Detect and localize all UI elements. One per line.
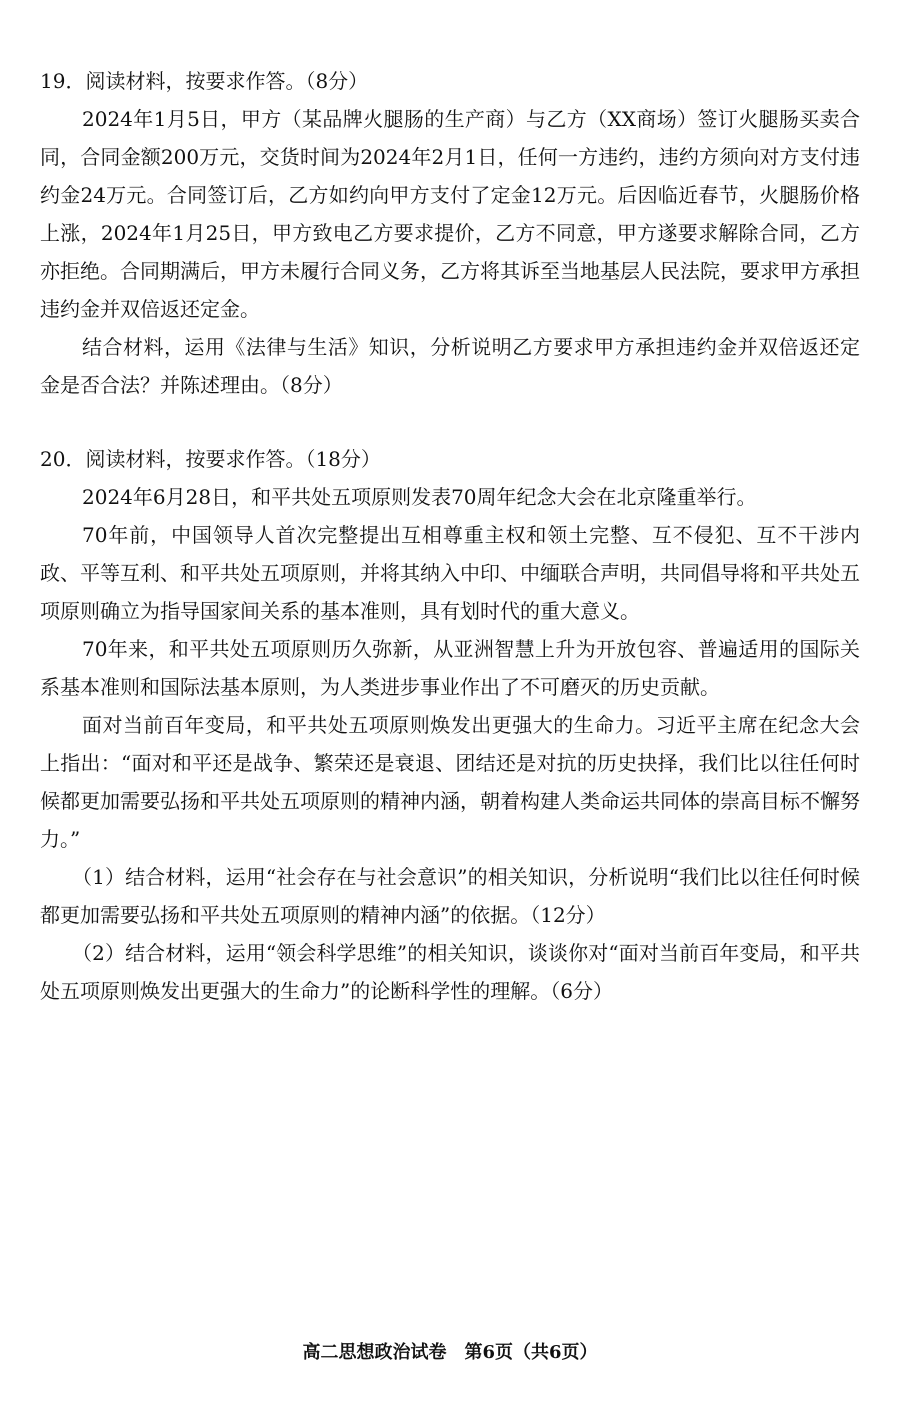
question-20-sub-1: （1）结合材料，运用“社会存在与社会意识”的相关知识，分析说明“我们比以往任何时候都更加需要弘扬和平共处五项原则的精神内涵”的依据。（12分） — [40, 865, 860, 927]
question-20-material-4: 面对当前百年变局，和平共处五项原则焕发出更强大的生命力。习近平主席在纪念大会上指出：“面对和平还是战争、繁荣还是衰退、团结还是对抗的历史抉择，我们比以往任何时候都更加需要弘扬和平共处五项原则的精神内涵，朝着构建人类命运共同体的崇高目标不懈努力。” — [40, 713, 860, 851]
question-19 — [40, 62, 860, 404]
question-20-material-1: 2024年6月28日，和平共处五项原则发表70周年纪念大会在北京隆重举行。 — [82, 485, 757, 509]
question-20 — [40, 440, 860, 1010]
question-19-header: 19．阅读材料，按要求作答。（8分） — [40, 69, 369, 93]
question-20-sub-2: （2）结合材料，运用“领会科学思维”的相关知识，谈谈你对“面对当前百年变局，和平共处五项原则焕发出更强大的生命力”的论断科学性的理解。（6分） — [40, 941, 860, 1003]
page-footer: 高二思想政治试卷 第6页（共6页） — [302, 1342, 598, 1363]
question-19-material: 2024年1月5日，甲方（某品牌火腿肠的生产商）与乙方（XX商场）签订火腿肠买卖合同，合同金额200万元，交货时间为2024年2月1日，任何一方违约，违约方须向对方支付违约金24万元。合同签订后，乙方如约向甲方支付了定金12万元。后因临近春节，火腿肠价格上涨，2024年1月25日，甲方致电乙方要求提价，乙方不同意，甲方遂要求解除合同，乙方亦拒绝。合同期满后，甲方未履行合同义务，乙方将其诉至当地基层人民法院，要求甲方承担违约金并双倍返还定金。 — [40, 107, 860, 321]
question-20-material-2: 70年前，中国领导人首次完整提出互相尊重主权和领土完整、互不侵犯、互不干涉内政、平等互利、和平共处五项原则，并将其纳入中印、中缅联合声明，共同倡导将和平共处五项原则确立为指导国家间关系的基本准则，具有划时代的重大意义。 — [40, 523, 860, 623]
question-19-prompt: 结合材料，运用《法律与生活》知识，分析说明乙方要求甲方承担违约金并双倍返还定金是否合法？并陈述理由。（8分） — [40, 335, 860, 397]
exam-page — [40, 62, 860, 1010]
question-20-material-3: 70年来，和平共处五项原则历久弥新，从亚洲智慧上升为开放包容、普遍适用的国际关系基本准则和国际法基本原则，为人类进步事业作出了不可磨灭的历史贡献。 — [40, 637, 860, 699]
question-20-header: 20．阅读材料，按要求作答。（18分） — [40, 447, 381, 471]
